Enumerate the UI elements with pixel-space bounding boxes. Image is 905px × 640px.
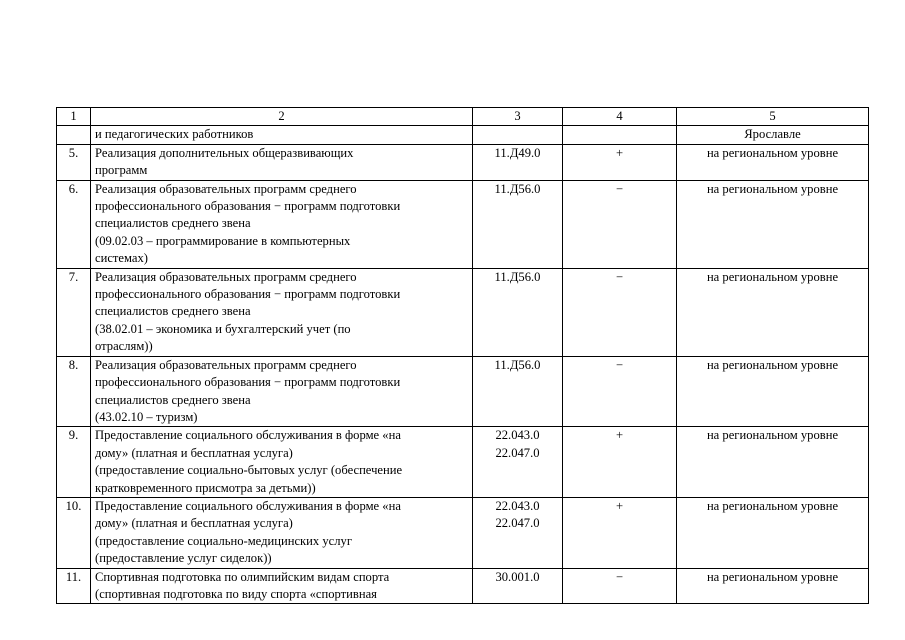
table-row [57, 144, 869, 180]
continuation-code [473, 126, 563, 144]
service-name-line: (спортивная подготовка по виду спорта «спортивная [95, 586, 377, 601]
service-level: на региональном уровне [677, 427, 869, 498]
table-row [57, 180, 869, 268]
header-row [57, 108, 869, 126]
continuation-num [57, 126, 91, 144]
service-level: на региональном уровне [677, 180, 869, 268]
service-level: на региональном уровне [677, 356, 869, 427]
service-code-value: 11.Д56.0 [494, 357, 541, 372]
service-code-value: 11.Д49.0 [494, 145, 541, 160]
service-flag: − [563, 180, 677, 268]
service-name-line: дому» (платная и бесплатная услуга) [95, 445, 293, 460]
service-name-line: Реализация дополнительных общеразвивающих [95, 145, 354, 160]
service-name-line: программ [95, 163, 148, 178]
service-code [473, 144, 563, 180]
row-number: 7. [57, 268, 91, 356]
continuation-row [57, 126, 869, 144]
service-flag: − [563, 356, 677, 427]
service-name-line: специалистов среднего звена [95, 392, 251, 407]
service-level: на региональном уровне [677, 268, 869, 356]
service-name-line: Предоставление социального обслуживания в форме «на [95, 498, 401, 513]
service-name-line: профессионального образования − программ подготовки [95, 287, 401, 302]
service-code-value: 22.043.0 [495, 498, 540, 513]
service-name [91, 180, 473, 268]
service-code [473, 180, 563, 268]
service-name-line: (предоставление услуг сиделок)) [95, 551, 272, 566]
services-table-body [57, 108, 869, 604]
row-number: 9. [57, 427, 91, 498]
service-name-line: системах) [95, 251, 148, 266]
service-name-line: специалистов среднего звена [95, 304, 251, 319]
service-level: на региональном уровне [677, 497, 869, 568]
service-name-line: специалистов среднего звена [95, 216, 251, 231]
service-flag: + [563, 497, 677, 568]
table-row [57, 268, 869, 356]
service-name [91, 497, 473, 568]
service-name-line: (43.02.10 – туризм) [95, 409, 198, 424]
service-flag: − [563, 268, 677, 356]
continuation-name: и педагогических работников [91, 126, 473, 144]
service-level: на региональном уровне [677, 144, 869, 180]
service-name-line: профессионального образования − программ подготовки [95, 199, 401, 214]
table-row [57, 427, 869, 498]
service-name [91, 268, 473, 356]
service-flag: − [563, 568, 677, 604]
service-name-line: кратковременного присмотра за детьми)) [95, 480, 316, 495]
service-level: на региональном уровне [677, 568, 869, 604]
service-code [473, 427, 563, 498]
header-col-4: 4 [563, 108, 677, 126]
header-col-2: 2 [91, 108, 473, 126]
service-code-value: 22.047.0 [495, 516, 540, 531]
service-code [473, 497, 563, 568]
service-code-value: 11.Д56.0 [494, 181, 541, 196]
row-number: 6. [57, 180, 91, 268]
table-row [57, 356, 869, 427]
service-name-line: (38.02.01 – экономика и бухгалтерский учет (по [95, 321, 351, 336]
service-code-value: 30.001.0 [495, 569, 540, 584]
header-col-3: 3 [473, 108, 563, 126]
service-name [91, 568, 473, 604]
row-number: 8. [57, 356, 91, 427]
header-col-5: 5 [677, 108, 869, 126]
service-flag: + [563, 144, 677, 180]
service-name-line: дому» (платная и бесплатная услуга) [95, 516, 293, 531]
table-row [57, 568, 869, 604]
table-row [57, 497, 869, 568]
service-code-value: 22.043.0 [495, 428, 540, 443]
service-name-line: (предоставление социально-медицинских услуг [95, 533, 352, 548]
service-name-line: Предоставление социального обслуживания в форме «на [95, 428, 401, 443]
service-name-line: Спортивная подготовка по олимпийским видам спорта [95, 569, 390, 584]
service-name-line: (09.02.03 – программирование в компьютерных [95, 233, 351, 248]
service-name [91, 144, 473, 180]
service-code-value: 11.Д56.0 [494, 269, 541, 284]
service-code-value: 22.047.0 [495, 445, 540, 460]
service-name [91, 356, 473, 427]
service-name-line: отраслям)) [95, 339, 153, 354]
continuation-level: Ярославле [677, 126, 869, 144]
service-name-line: Реализация образовательных программ среднего [95, 269, 357, 284]
service-name [91, 427, 473, 498]
service-code [473, 568, 563, 604]
row-number: 10. [57, 497, 91, 568]
service-flag: + [563, 427, 677, 498]
service-name-line: Реализация образовательных программ среднего [95, 357, 357, 372]
service-name-line: (предоставление социально-бытовых услуг (обеспечение [95, 463, 403, 478]
service-code [473, 356, 563, 427]
services-table [56, 107, 869, 604]
service-code [473, 268, 563, 356]
header-col-1: 1 [57, 108, 91, 126]
continuation-flag [563, 126, 677, 144]
row-number: 5. [57, 144, 91, 180]
row-number: 11. [57, 568, 91, 604]
service-name-line: Реализация образовательных программ среднего [95, 181, 357, 196]
service-name-line: профессионального образования − программ подготовки [95, 375, 401, 390]
